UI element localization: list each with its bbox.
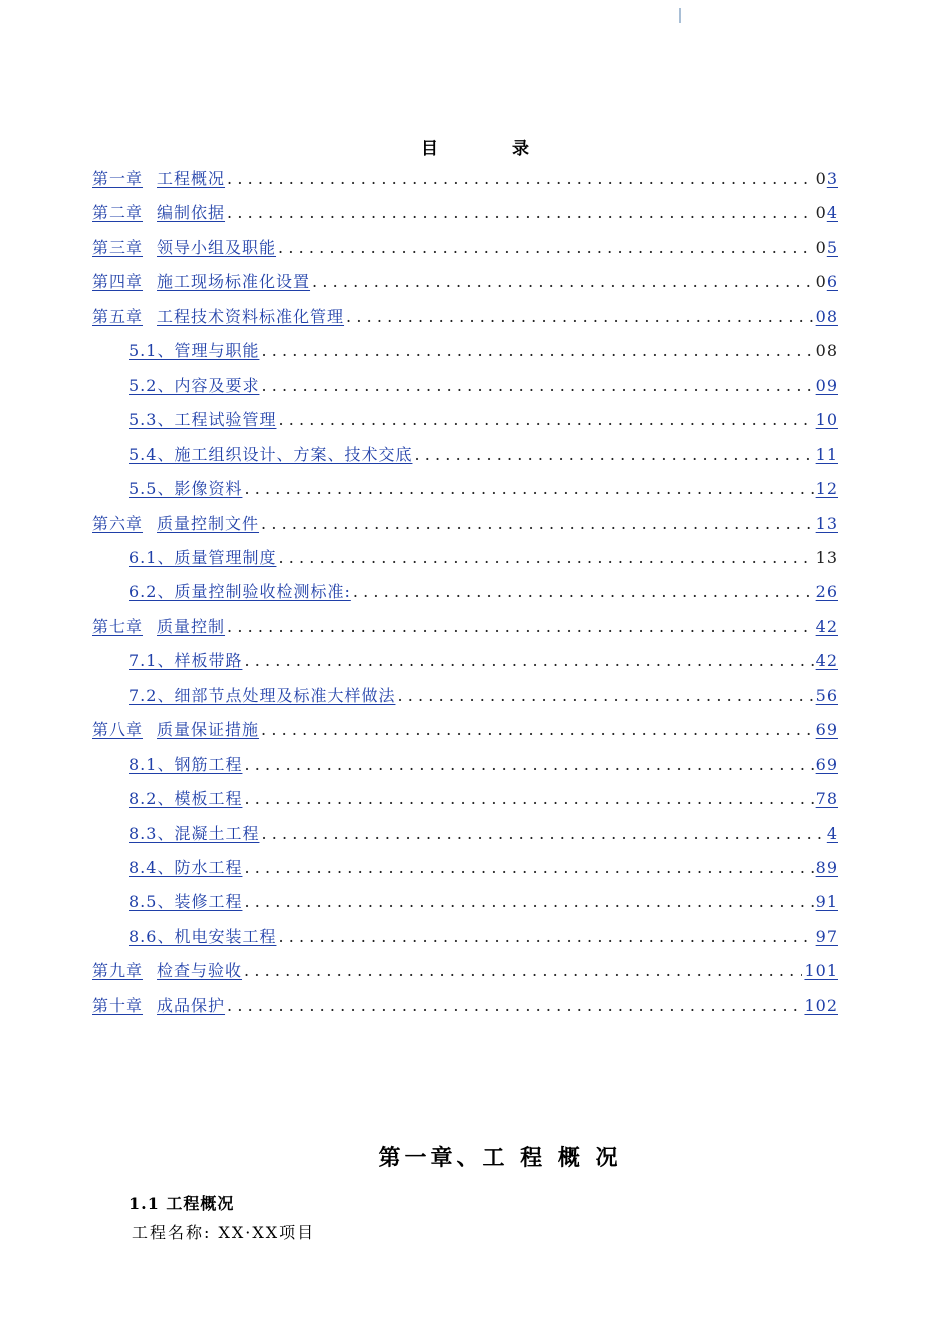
- toc-page-number: [814, 338, 838, 364]
- toc-entry-link[interactable]: [92, 235, 276, 261]
- toc-entry-link[interactable]: [129, 545, 276, 571]
- toc-dot-leader: [276, 924, 813, 950]
- toc-entry-title: 质量控制文件: [157, 513, 260, 533]
- toc-entry-title: 工程概况: [157, 169, 226, 188]
- toc-entry-title: 5.5、影像资料: [129, 479, 243, 499]
- toc-entry-title: 成品保护: [157, 995, 226, 1015]
- toc-dot-leader: [344, 304, 814, 330]
- toc-chapter-number: 第三章: [92, 237, 144, 257]
- toc-page-number: [814, 373, 838, 399]
- toc-entry[interactable]: [92, 958, 838, 984]
- toc-entry[interactable]: [129, 855, 838, 881]
- toc-page-number: [814, 235, 838, 261]
- toc-dot-leader: [242, 752, 813, 778]
- toc-page-number-plain: 0: [815, 237, 827, 257]
- toc-entry[interactable]: [129, 407, 838, 433]
- toc-entry-link[interactable]: [129, 683, 395, 709]
- toc-entry-link[interactable]: [92, 166, 225, 192]
- toc-dot-leader: [225, 200, 814, 226]
- toc-page-number: [814, 683, 838, 709]
- toc-page-number-plain: 0: [815, 272, 827, 292]
- toc-entry[interactable]: [92, 993, 838, 1019]
- toc-entry[interactable]: [129, 579, 838, 605]
- toc-entry-link[interactable]: [92, 304, 344, 330]
- toc-entry-title: 领导小组及职能: [157, 237, 277, 257]
- toc-page-number-link[interactable]: 89: [815, 858, 838, 877]
- toc-entry-title: 8.6、机电安装工程: [129, 926, 277, 946]
- toc-entry[interactable]: [129, 442, 838, 468]
- toc-page-number: [814, 269, 838, 295]
- toc-entry-title: 8.2、模板工程: [129, 789, 243, 809]
- toc-entry-link[interactable]: [129, 476, 242, 502]
- toc-page-number-link[interactable]: 26: [815, 582, 838, 602]
- toc-page-number: [814, 407, 838, 433]
- toc-entry-link[interactable]: [129, 648, 242, 674]
- toc-chapter-number: 第一章: [92, 169, 144, 188]
- toc-entry[interactable]: [129, 786, 838, 812]
- chapter-title: 第一章、工 程 概 况: [378, 1145, 622, 1171]
- toc-entry-title: 8.5、装修工程: [129, 892, 243, 912]
- toc-page-number-link[interactable]: 11: [815, 444, 838, 464]
- toc-dot-leader: [225, 614, 814, 640]
- toc-page-number-link[interactable]: 42: [815, 651, 838, 671]
- toc-page-number-link[interactable]: 4: [826, 823, 838, 843]
- toc-chapter-number: 第四章: [92, 272, 144, 292]
- toc-dot-leader: [259, 338, 813, 364]
- toc-title: 目 录: [421, 139, 563, 159]
- toc-page-number-link[interactable]: 09: [815, 375, 838, 395]
- toc-page-number: [814, 648, 838, 674]
- toc-page-number-link[interactable]: 10: [815, 410, 838, 430]
- toc-page-number-link[interactable]: 42: [815, 616, 838, 636]
- toc-page-number: [814, 889, 838, 915]
- toc-page-number: [825, 821, 838, 847]
- toc-dot-leader: [259, 821, 824, 847]
- toc-dot-leader: [242, 786, 813, 812]
- toc-entry[interactable]: [92, 511, 838, 537]
- toc-page-number-link[interactable]: 56: [815, 685, 838, 705]
- toc-entry[interactable]: [92, 166, 838, 192]
- toc-entry-title: 工程技术资料标准化管理: [157, 306, 345, 326]
- toc-page-number: [814, 304, 838, 330]
- toc-page-number: [802, 958, 838, 984]
- toc-entry-title: 6.1、质量管理制度: [129, 547, 277, 567]
- page-edge-marker: [679, 8, 681, 23]
- toc-entry-link[interactable]: [129, 855, 242, 881]
- toc-dot-leader: [351, 579, 814, 605]
- toc-dot-leader: [259, 373, 813, 399]
- toc-chapter-number: 第五章: [92, 306, 144, 326]
- toc-page-number: [814, 579, 838, 605]
- toc-entry[interactable]: [92, 304, 838, 330]
- toc-page-number-link[interactable]: 78: [815, 789, 838, 809]
- toc-entry-link[interactable]: [92, 614, 225, 640]
- toc-page-number-link[interactable]: 13: [815, 513, 838, 533]
- toc-entry-link[interactable]: [92, 269, 310, 295]
- toc-dot-leader: [276, 235, 814, 261]
- toc-page-number: [814, 786, 838, 812]
- toc-page-number-link[interactable]: 102: [804, 995, 838, 1015]
- toc-entry-title: 质量保证措施: [157, 720, 260, 740]
- toc-entry-title: 5.3、工程试验管理: [129, 410, 277, 430]
- toc-dot-leader: [242, 889, 813, 915]
- toc-page-number-link[interactable]: 6: [826, 272, 838, 292]
- toc-dot-leader: [412, 442, 813, 468]
- toc-dot-leader: [310, 269, 814, 295]
- toc-entry[interactable]: [129, 924, 838, 950]
- toc-page-number: [814, 476, 838, 502]
- toc-entry-title: 7.1、样板带路: [129, 651, 243, 671]
- toc-page-number-link[interactable]: 101: [804, 961, 838, 981]
- toc-page-number-plain: 0: [815, 169, 827, 188]
- toc-entry[interactable]: [129, 476, 838, 502]
- toc-entry-title: 检查与验收: [157, 961, 243, 981]
- toc-page-number: [802, 993, 838, 1019]
- toc-entry-link[interactable]: [92, 511, 259, 537]
- toc-page-number-link[interactable]: 3: [826, 169, 838, 188]
- toc-entry[interactable]: [92, 200, 838, 226]
- toc-page-number: [814, 200, 838, 226]
- toc-dot-leader: [225, 166, 814, 192]
- toc-page-number-link[interactable]: 69: [815, 754, 838, 774]
- toc-page-number-link[interactable]: 69: [815, 720, 838, 740]
- toc-entry[interactable]: [129, 821, 838, 847]
- toc-page-number: [814, 752, 838, 778]
- toc-dot-leader: [259, 511, 814, 537]
- toc-entry-link[interactable]: [129, 821, 259, 847]
- toc-entry-link[interactable]: [129, 889, 242, 915]
- toc-page-number-link[interactable]: 4: [826, 203, 838, 223]
- toc-entry[interactable]: [92, 717, 838, 743]
- toc-entry-link[interactable]: [92, 200, 225, 226]
- toc-entry-title: 8.3、混凝土工程: [129, 823, 260, 843]
- toc-entry[interactable]: [92, 269, 838, 295]
- toc-entry-link[interactable]: [129, 579, 351, 605]
- toc-dot-leader: [276, 407, 813, 433]
- toc-entry[interactable]: [129, 752, 838, 778]
- toc-dot-leader: [242, 648, 813, 674]
- toc-entry[interactable]: [129, 373, 838, 399]
- toc-entry[interactable]: [129, 338, 838, 364]
- toc-page-number-link[interactable]: 08: [815, 306, 838, 326]
- toc-entry-title: 编制依据: [157, 203, 226, 223]
- toc-entry[interactable]: [92, 614, 838, 640]
- toc-entry-title: 8.1、钢筋工程: [129, 754, 243, 774]
- toc-page-number-link[interactable]: 12: [815, 479, 838, 499]
- toc-dot-leader: [242, 476, 813, 502]
- toc-entry[interactable]: [92, 235, 838, 261]
- toc-page-number: [814, 855, 838, 881]
- toc-page-number-plain: 13: [815, 547, 838, 567]
- toc-page-number: [814, 166, 838, 192]
- toc-chapter-number: 第二章: [92, 203, 144, 223]
- toc-entry-title: 5.2、内容及要求: [129, 375, 260, 395]
- toc-dot-leader: [225, 993, 802, 1019]
- toc-page-number: [814, 442, 838, 468]
- toc-page-number-plain: 0: [815, 203, 827, 223]
- toc-entry[interactable]: [129, 889, 838, 915]
- toc-page-number: [814, 614, 838, 640]
- toc-entry-link[interactable]: [129, 373, 259, 399]
- toc-page-number-link[interactable]: 97: [815, 926, 838, 946]
- toc-dot-leader: [242, 855, 813, 881]
- toc-page-number-link[interactable]: 91: [815, 892, 838, 912]
- toc-page-number: [814, 924, 838, 950]
- toc-chapter-number: 第九章: [92, 961, 144, 981]
- toc-dot-leader: [259, 717, 814, 743]
- toc-entry[interactable]: [129, 648, 838, 674]
- toc-entry-link[interactable]: [129, 752, 242, 778]
- toc-entry-title: 施工现场标准化设置: [157, 272, 311, 292]
- toc-page-number-link[interactable]: 5: [826, 237, 838, 257]
- toc-page-number: [814, 545, 838, 571]
- toc-entry-link[interactable]: [129, 407, 276, 433]
- toc-entry-title: 8.4、防水工程: [129, 858, 243, 877]
- toc-page-number: [814, 511, 838, 537]
- toc-chapter-number: 第十章: [92, 995, 144, 1015]
- toc-entry-link[interactable]: [129, 338, 259, 364]
- toc-entry-title: 质量控制: [157, 616, 226, 636]
- project-name-line: 工程名称: XX·XX项目: [132, 1223, 316, 1242]
- toc-dot-leader: [395, 683, 813, 709]
- toc-entry[interactable]: [129, 683, 838, 709]
- toc-chapter-number: 第六章: [92, 513, 144, 533]
- toc-page-number: [814, 717, 838, 743]
- toc-entry-link[interactable]: [129, 924, 276, 950]
- toc-entry-title: 6.2、质量控制验收检测标准:: [129, 582, 351, 602]
- toc-entry-link[interactable]: [92, 717, 259, 743]
- toc-entry-link[interactable]: [129, 442, 412, 468]
- toc-entry-link[interactable]: [129, 786, 242, 812]
- toc-dot-leader: [242, 958, 802, 984]
- section-heading: 1.1 工程概况: [129, 1194, 235, 1213]
- toc-entry-title: 5.4、施工组织设计、方案、技术交底: [129, 444, 413, 464]
- toc-chapter-number: 第八章: [92, 720, 144, 740]
- toc-dot-leader: [276, 545, 813, 571]
- toc-entry-title: 5.1、管理与职能: [129, 341, 260, 361]
- toc-chapter-number: 第七章: [92, 616, 144, 636]
- toc-entry-link[interactable]: [92, 958, 242, 984]
- toc-entry-link[interactable]: [92, 993, 225, 1019]
- toc-entry[interactable]: [129, 545, 838, 571]
- toc-page-number-plain: 08: [815, 341, 838, 361]
- toc-entry-title: 7.2、细部节点处理及标准大样做法: [129, 685, 396, 705]
